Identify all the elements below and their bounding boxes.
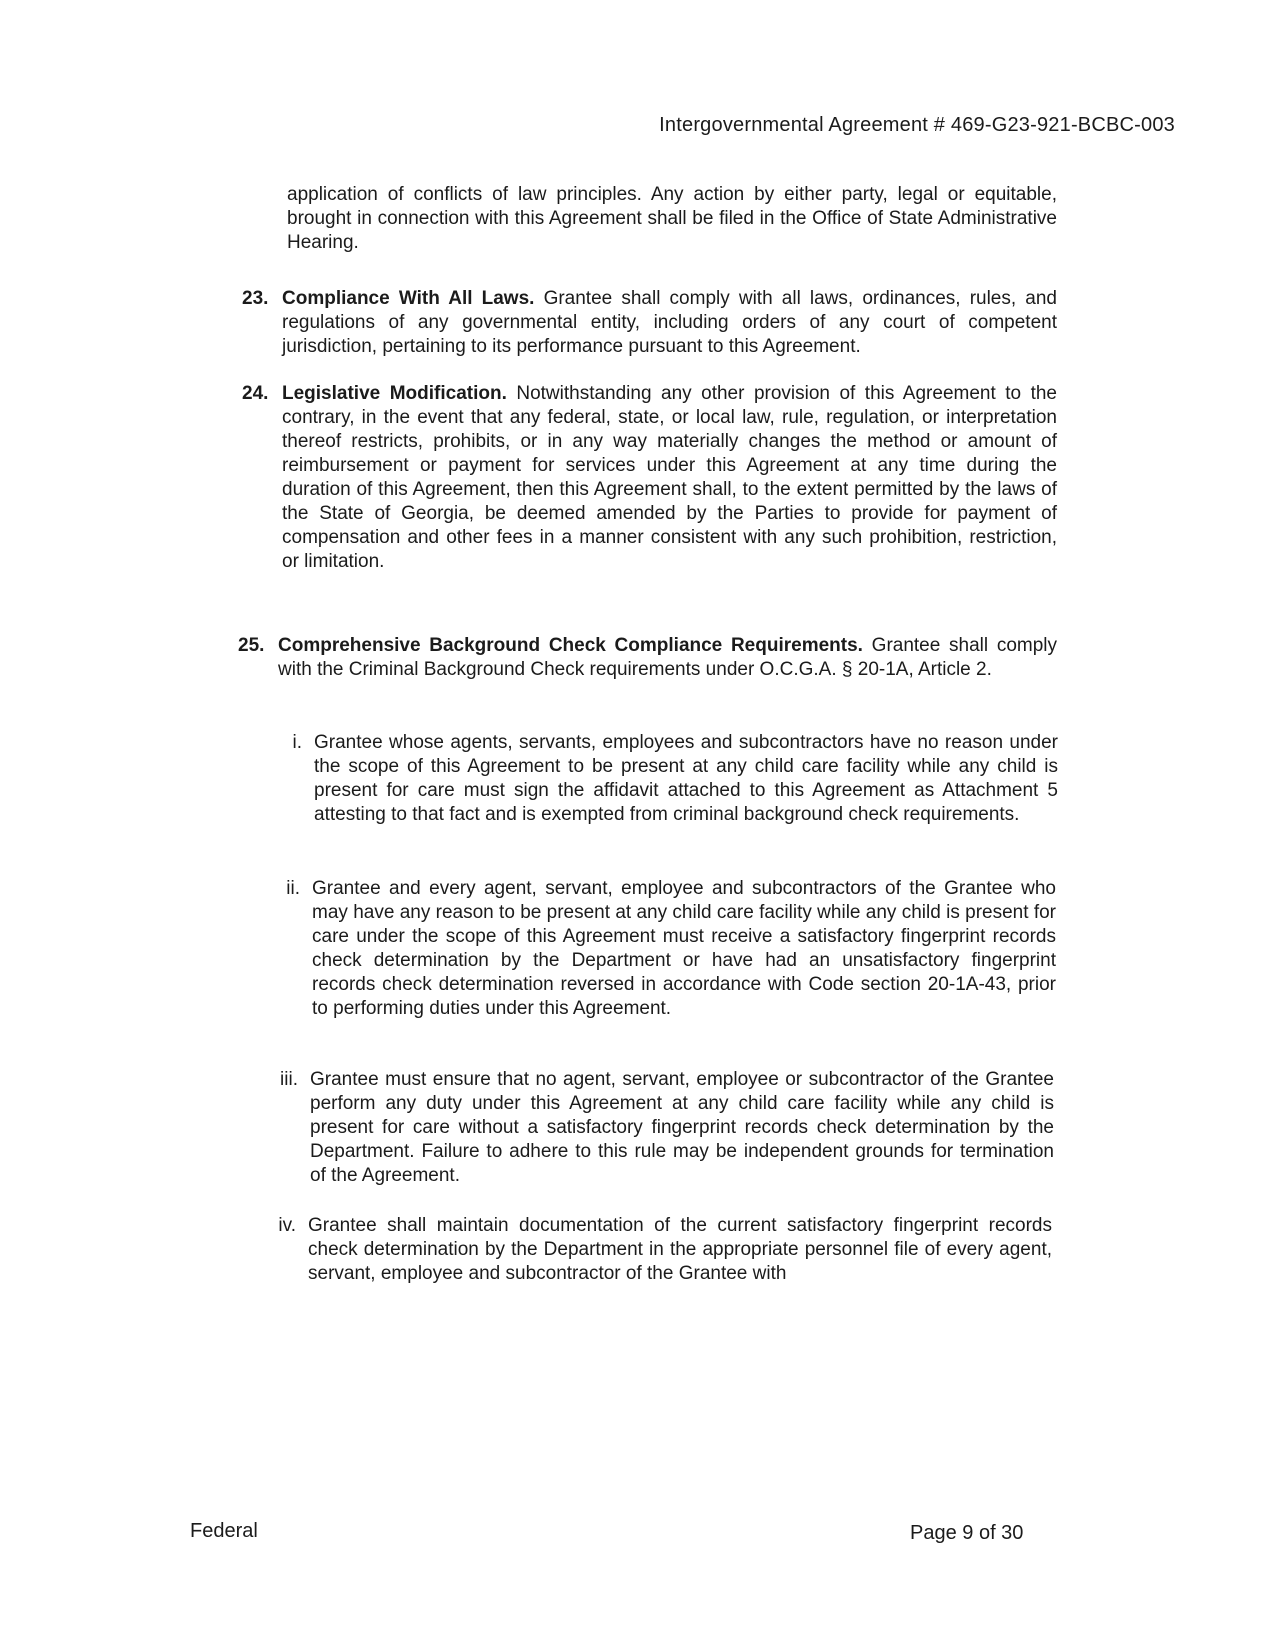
section-24 bbox=[242, 382, 1057, 574]
section-25 bbox=[238, 634, 1057, 682]
footer-label: Federal bbox=[190, 1520, 258, 1542]
subsection-i bbox=[266, 731, 1058, 827]
section-heading: Legislative Modification. bbox=[282, 383, 507, 404]
section-number: 24. bbox=[242, 383, 269, 404]
section-23 bbox=[242, 287, 1057, 359]
subsection-iv bbox=[260, 1214, 1052, 1286]
subsection-text: Grantee shall maintain documentation of the current satisfactory fingerprint records check determination by the Department in the appropriate personnel file of every agent, servant, employee and subcontractor of the Grantee with bbox=[308, 1215, 1052, 1284]
section-number: 23. bbox=[242, 288, 269, 309]
subsection-iii bbox=[262, 1068, 1054, 1188]
section-text: Grantee shall comply with all laws, ordinances, rules, and regulations of any governmental entity, including orders of any court of competent jurisdiction, pertaining to its performance pursuant to this Agreement. bbox=[282, 288, 1057, 357]
section-number: 25. bbox=[238, 635, 265, 656]
section-text: Notwithstanding any other provision of this Agreement to the contrary, in the event that any federal, state, or local law, rule, regulation, or interpretation thereof restricts, prohibits, or in any way materially changes the method or amount of reimbursement or payment for services under this Agreement at any time during the duration of this Agreement, then this Agreement shall, to the extent permitted by the laws of the State of Georgia, be deemed amended by the Parties to provide for payment of compensation and other fees in a manner consistent with any such prohibition, restriction, or limitation. bbox=[282, 383, 1057, 572]
subsection-numeral: iv. bbox=[278, 1215, 296, 1236]
subsection-text: Grantee whose agents, servants, employees and subcontractors have no reason under the scope of this Agreement to be present at any child care facility while any child is present for care must sign the affidavit attached to this Agreement as Attachment 5 attesting to that fact and is exempted from criminal background check requirements. bbox=[314, 732, 1058, 825]
section-body bbox=[278, 634, 1057, 682]
section-body bbox=[282, 382, 1057, 574]
subsection-ii bbox=[264, 877, 1056, 1021]
subsection-numeral: i. bbox=[292, 732, 302, 753]
page-number: Page 9 of 30 bbox=[910, 1522, 1024, 1544]
section-text: Grantee shall comply with the Criminal Background Check requirements under O.C.G.A. § 20-1A, Article 2. bbox=[278, 635, 1057, 680]
intro-paragraph: application of conflicts of law principles. Any action by either party, legal or equitable, brought in connection with this Agreement shall be filed in the Office of State Administrative Hearing. bbox=[287, 184, 1057, 253]
agreement-header: Intergovernmental Agreement # 469-G23-921-BCBC-003 bbox=[659, 114, 1175, 136]
section-body bbox=[282, 287, 1057, 359]
subsection-text: Grantee and every agent, servant, employee and subcontractors of the Grantee who may have any reason to be present at any child care facility while any child is present for care under the scope of this Agreement must receive a satisfactory fingerprint records check determination by the Department or have had an unsatisfactory fingerprint records check determination reversed in accordance with Code section 20-1A-43, prior to performing duties under this Agreement. bbox=[312, 878, 1056, 1019]
subsection-numeral: ii. bbox=[286, 878, 300, 899]
section-heading: Comprehensive Background Check Compliance Requirements. bbox=[278, 635, 863, 656]
section-heading: Compliance With All Laws. bbox=[282, 288, 535, 309]
subsection-numeral: iii. bbox=[280, 1069, 298, 1090]
subsection-text: Grantee must ensure that no agent, servant, employee or subcontractor of the Grantee perform any duty under this Agreement at any child care facility while any child is present for care without a satisfactory fingerprint records check determination by the Department. Failure to adhere to this rule may be independent grounds for termination of the Agreement. bbox=[310, 1069, 1054, 1186]
